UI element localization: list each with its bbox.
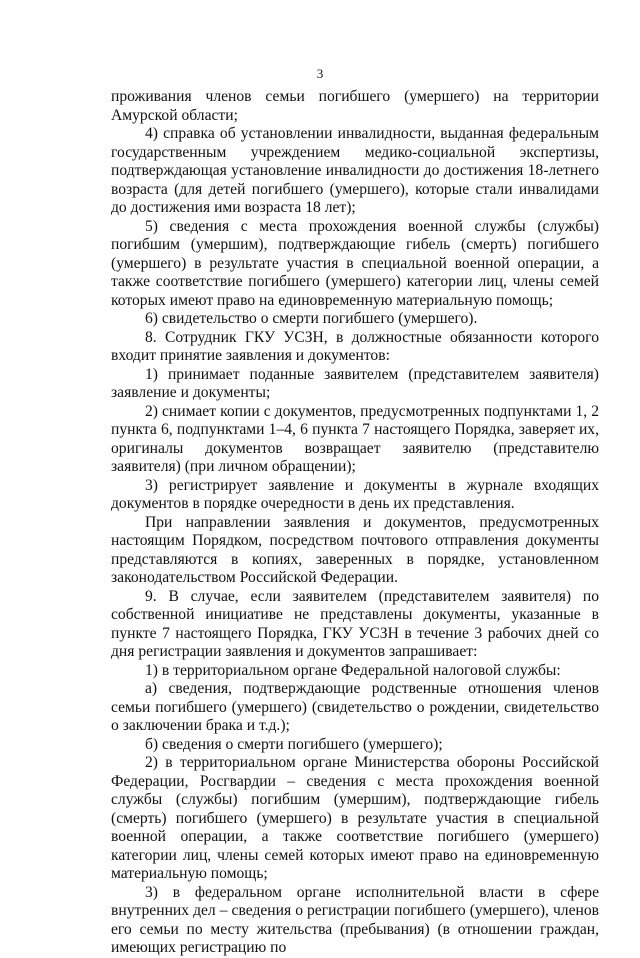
paragraph-clause-9-item-1: 1) в территориальном органе Федеральной налоговой службы: (145, 661, 561, 679)
paragraph-postal-submission: При направлении заявления и документов, предусмотренных настоящим Порядком, посредством почтового отправления документы представляются в копиях, заверенных в порядке, установленном законодательством Российской Федерации. (111, 513, 599, 586)
page-number: 3 (316, 66, 324, 81)
paragraph-clause-8-item-1: 1) принимает поданные заявителем (представителем заявителя) заявление и документы; (111, 365, 599, 401)
paragraph-continuation: проживания членов семьи погибшего (умершего) на территории Амурской области; (111, 88, 599, 124)
paragraph-item-4-disability-certificate: 4) справка об установлении инвалидности, выданная федеральным государственным учреждением медико-социальной экспертизы, подтверждающая установление инвалидности до достижения 18-летнего возраста (для детей погибшего (умершего), которые стали инвалидами до достижения ими возраста 18 лет); (111, 125, 599, 216)
paragraph-clause-8-item-2: 2) снимает копии с документов, предусмотренных подпунктами 1, 2 пункта 6, подпунктами 1–4, 6 пункта 7 настоящего Порядка, заверяет их, оригиналы документов возвращает заявителю (представителю заявителя) (при личном обращении); (111, 402, 599, 475)
paragraph-clause-9: 9. В случае, если заявителем (представителем заявителя) по собственной инициативе не представлены документы, указанные в пункте 7 настоящего Порядка, ГКУ УСЗН в течение 3 рабочих дней со дня регистрации заявления и документов запрашивает: (111, 587, 599, 660)
document-body (111, 88, 599, 958)
paragraph-clause-9-item-1a: а) сведения, подтверждающие родственные отношения членов семьи погибшего (умершего) (свидетельство о рождении, свидетельство о заключении брака и т.д.); (111, 680, 599, 734)
paragraph-clause-9-item-2: 2) в территориальном органе Министерства обороны Российской Федерации, Росгвардии – сведения с места прохождения военной службы (службы) погибшим (умершим), подтверждающие гибель (смерть) погибшего (умершего) в результате участия в специальной военной операции, а также соответствие погибшего (умершего) категории лиц, члены семей которых имеют право на единовременную материальную помощь; (111, 754, 599, 882)
paragraph-clause-9-item-3: 3) в федеральном органе исполнительной власти в сфере внутренних дел – сведения о регистрации погибшего (умершего), членов его семьи по месту жительства (пребывания) (в отношении граждан, имеющих регистрацию по (111, 883, 599, 956)
paragraph-clause-9-item-1b: б) сведения о смерти погибшего (умершего); (145, 735, 443, 753)
paragraph-item-5-service-info: 5) сведения с места прохождения военной службы (службы) погибшим (умершим), подтверждающие гибель (смерть) погибшего (умершего) в результате участия в специальной военной операции, а также соответствие погибшего (умершего) категории лиц, члены семей которых имеют право на единовременную материальную помощь; (111, 217, 599, 309)
paragraph-item-6-death-certificate: 6) свидетельство о смерти погибшего (умершего). (145, 310, 478, 327)
paragraph-clause-8-item-3: 3) регистрирует заявление и документы в журнале входящих документов в порядке очередности в день их представления. (111, 476, 599, 512)
paragraph-clause-8: 8. Сотрудник ГКУ УСЗН, в должностные обязанности которого входит принятие заявления и документов: (111, 328, 599, 364)
